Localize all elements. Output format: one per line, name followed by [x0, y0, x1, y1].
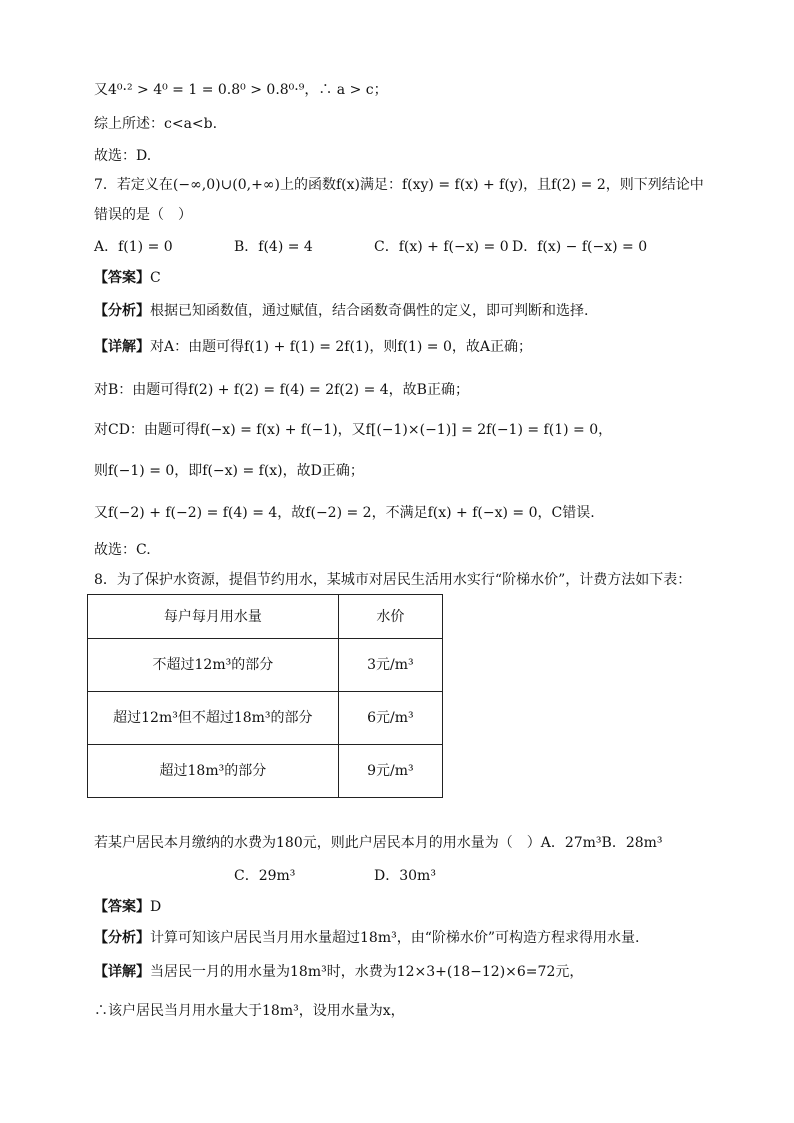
- text-line: 故选：D.: [94, 148, 152, 164]
- question-8-options: [234, 866, 436, 886]
- analysis-text: 根据已知函数值，通过赋值，结合函数奇偶性的定义，即可判断和选择.: [150, 303, 589, 319]
- option-c: C．f(x) + f(−x) = 0: [374, 239, 509, 255]
- table-cell: 超过12m³但不超过18m³的部分: [88, 692, 339, 745]
- answer-value: D: [150, 899, 162, 915]
- answer-line: [94, 268, 161, 288]
- question-7-stem: 7．若定义在(−∞,0)∪(0,+∞)上的函数f(x)满足：f(xy) = f(x) + f(y)，且f(2) = 2，则下列结论中: [94, 177, 704, 193]
- option-a: A．f(1) = 0: [94, 239, 173, 255]
- answer-tag: 【答案】: [94, 270, 150, 286]
- solution-line: 又f(−2) + f(−2) = f(4) = 4，故f(−2) = 2，不满足f(x) + f(−x) = 0，C错误.: [94, 505, 595, 521]
- table-header-row: [88, 595, 443, 639]
- question-8-prompt: 若某户居民本月缴纳的水费为180元，则此户居民本月的用水量为（ ）A．27m³B．28m³: [94, 835, 663, 851]
- solution-line: [94, 962, 583, 982]
- text-line: 故选：C.: [94, 542, 151, 558]
- solution-tag: 【详解】: [94, 339, 150, 355]
- option-d: D．f(x) − f(−x) = 0: [512, 239, 648, 255]
- analysis-line: [94, 301, 588, 321]
- table-cell: 3元/m³: [338, 639, 442, 692]
- solution-line: 对B：由题可得f(2) + f(2) = f(4) = 2f(2) = 4，故B正确；: [94, 382, 469, 398]
- solution-line: [94, 337, 532, 357]
- solution-line: 对CD：由题可得f(−x) = f(x) + f(−1)，又f[(−1)×(−1)] = 2f(−1) = f(1) = 0，: [94, 422, 613, 438]
- answer-tag: 【答案】: [94, 899, 150, 915]
- table-cell: 超过18m³的部分: [88, 745, 339, 798]
- question-8-stem: 8．为了保护水资源，提倡节约用水，某城市对居民生活用水实行“阶梯水价”，计费方法如下表：: [94, 572, 692, 588]
- text-line: 又4⁰·² > 4⁰ = 1 = 0.8⁰ > 0.8⁰·⁹，∴ a > c；: [94, 82, 388, 98]
- option-b: B．f(4) = 4: [234, 239, 313, 255]
- table-header-cell: 水价: [338, 595, 442, 639]
- table-cell: 9元/m³: [338, 745, 442, 798]
- analysis-text: 计算可知该户居民当月用水量超过18m³，由“阶梯水价”可构造方程求得用水量.: [150, 930, 640, 946]
- solution-tag: 【详解】: [94, 964, 150, 980]
- answer-line: [94, 897, 161, 917]
- water-price-table: [87, 594, 443, 798]
- question-7-stem-cont: 错误的是（ ）: [94, 207, 192, 223]
- table-header-cell: 每户每月用水量: [88, 595, 339, 639]
- answer-value: C: [150, 270, 161, 286]
- question-7-options: [94, 237, 647, 257]
- table-row: [88, 639, 443, 692]
- table-cell: 不超过12m³的部分: [88, 639, 339, 692]
- solution-text: 当居民一月的用水量为18m³时，水费为12×3+(18−12)×6=72元，: [150, 964, 584, 980]
- text-line: 综上所述：c<a<b.: [94, 116, 218, 132]
- analysis-tag: 【分析】: [94, 930, 150, 946]
- solution-text: 对A：由题可得f(1) + f(1) = 2f(1)，则f(1) = 0，故A正确；: [150, 339, 532, 355]
- table-row: [88, 692, 443, 745]
- analysis-tag: 【分析】: [94, 303, 150, 319]
- solution-line: 则f(−1) = 0，即f(−x) = f(x)，故D正确；: [94, 463, 364, 479]
- table-row: [88, 745, 443, 798]
- option-d: D．30m³: [374, 868, 436, 884]
- solution-line: ∴该户居民当月用水量大于18m³，设用水量为x，: [94, 1003, 405, 1019]
- analysis-line: [94, 928, 639, 948]
- option-c: C．29m³: [234, 868, 296, 884]
- table-cell: 6元/m³: [338, 692, 442, 745]
